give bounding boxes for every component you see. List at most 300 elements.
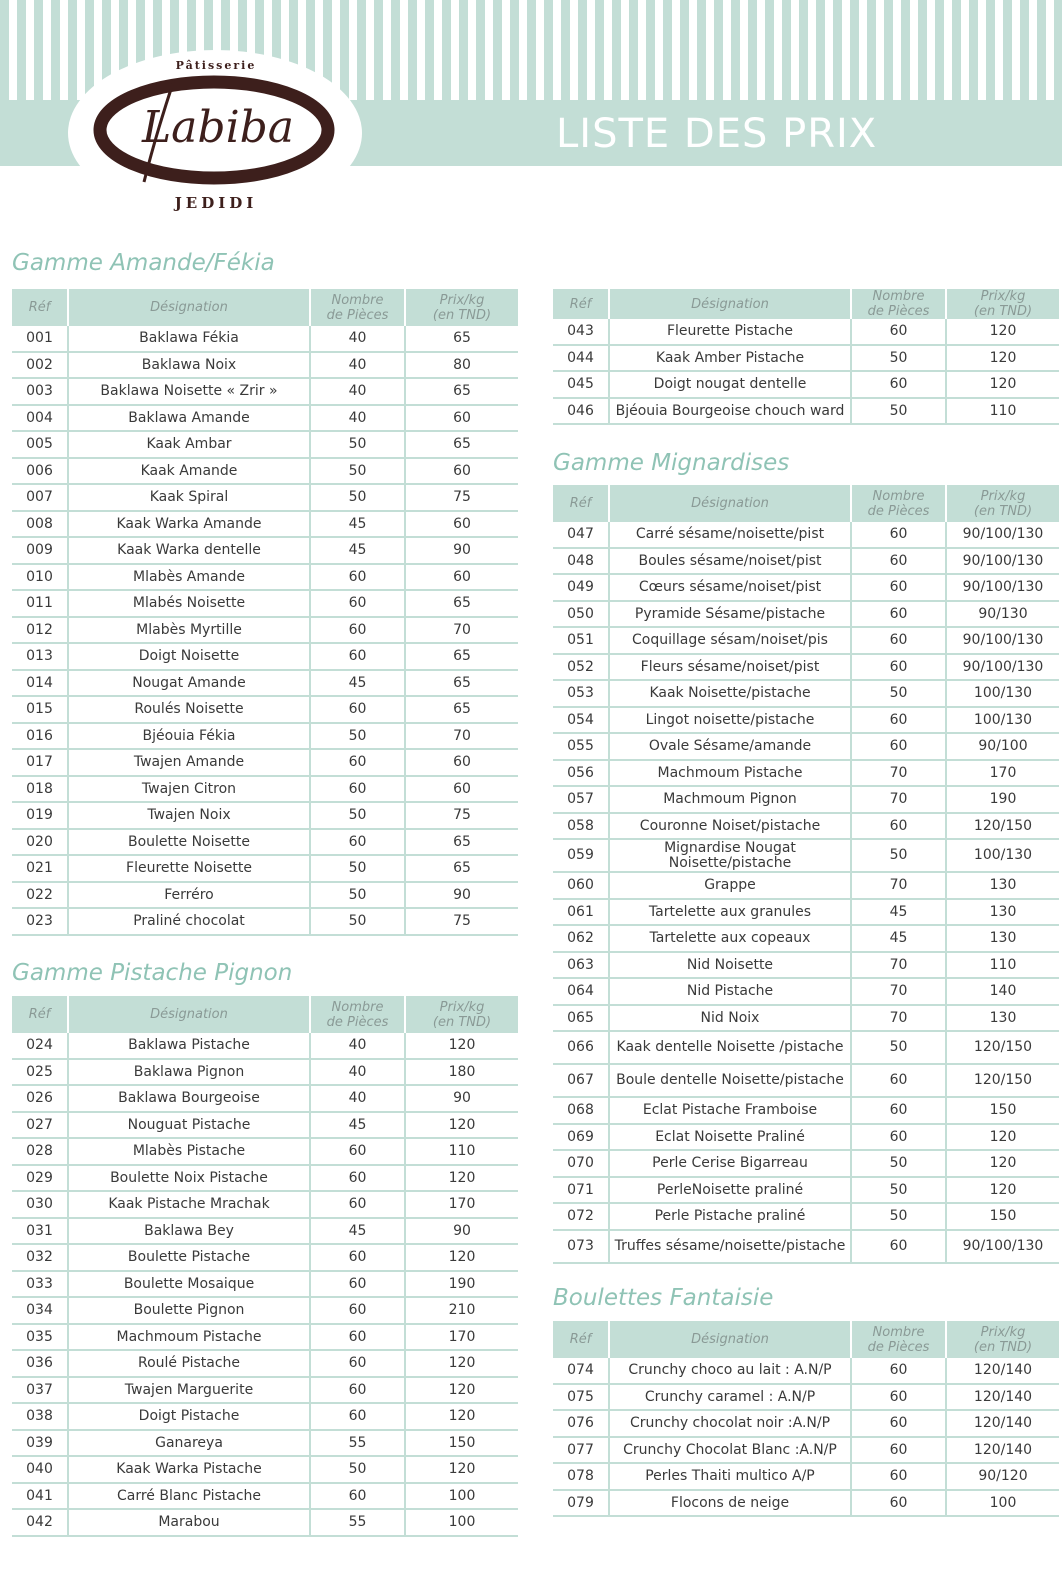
cell-designation: Crunchy choco au lait : A.N/P — [609, 1358, 851, 1384]
column-header-prix-text: Prix/kg — [980, 488, 1026, 504]
cell-ref: 029 — [12, 1165, 68, 1192]
cell-ref: 033 — [12, 1271, 68, 1298]
cell-prix: 60 — [405, 776, 518, 803]
table-row — [12, 1033, 518, 1059]
cell-designation: Baklawa Amande — [68, 405, 310, 432]
cell-nombre: 60 — [851, 1124, 946, 1151]
table-row — [553, 1064, 1059, 1097]
column-header-nombre-text: de Pièces — [326, 1014, 389, 1030]
table-row — [12, 1112, 518, 1139]
cell-designation: Boulette Pignon — [68, 1297, 310, 1324]
cell-nombre: 60 — [310, 1324, 405, 1351]
cell-ref: 051 — [553, 627, 609, 654]
table-row — [12, 855, 518, 882]
cell-nombre: 70 — [851, 1005, 946, 1032]
cell-designation: Boulette Noix Pistache — [68, 1165, 310, 1192]
table-row — [12, 511, 518, 538]
price-table-mignardises — [553, 485, 1059, 1264]
table-row — [12, 352, 518, 379]
cell-nombre: 50 — [310, 855, 405, 882]
table-row — [12, 1059, 518, 1086]
cell-designation: Crunchy Chocolat Blanc :A.N/P — [609, 1437, 851, 1464]
table-row — [553, 574, 1059, 601]
cell-prix: 150 — [405, 1430, 518, 1457]
column-header-prix-text: Prix/kg — [439, 999, 485, 1015]
cell-ref: 002 — [12, 352, 68, 379]
cell-ref: 070 — [553, 1150, 609, 1177]
table-row — [553, 1437, 1059, 1464]
column-header-designation-text: Désignation — [150, 300, 228, 315]
table-row — [12, 1165, 518, 1192]
cell-prix: 190 — [946, 786, 1059, 813]
table-row — [553, 1005, 1059, 1032]
table-row — [553, 1410, 1059, 1437]
cell-designation: Boule dentelle Noisette/pistache — [609, 1064, 851, 1097]
cell-prix: 75 — [405, 484, 518, 511]
cell-designation: Fleurette Noisette — [68, 855, 310, 882]
cell-nombre: 40 — [310, 352, 405, 379]
cell-ref: 069 — [553, 1124, 609, 1151]
cell-nombre: 50 — [310, 458, 405, 485]
cell-nombre: 50 — [310, 1456, 405, 1483]
cell-ref: 020 — [12, 829, 68, 856]
table-row — [12, 643, 518, 670]
table-row — [12, 1297, 518, 1324]
cell-nombre: 60 — [310, 1350, 405, 1377]
table-row — [553, 345, 1059, 372]
cell-prix: 140 — [946, 978, 1059, 1005]
table-row — [553, 1150, 1059, 1177]
cell-ref: 072 — [553, 1203, 609, 1230]
cell-ref: 027 — [12, 1112, 68, 1139]
table-row — [12, 1456, 518, 1483]
table-row — [553, 1177, 1059, 1204]
cell-nombre: 55 — [310, 1509, 405, 1536]
cell-nombre: 60 — [851, 1437, 946, 1464]
cell-designation: Nouguat Pistache — [68, 1112, 310, 1139]
column-header-nombre-text: Nombre — [331, 999, 384, 1015]
cell-designation: Kaak Amber Pistache — [609, 345, 851, 372]
table-row — [12, 1509, 518, 1536]
table-row — [12, 776, 518, 803]
cell-prix: 90/100/130 — [946, 654, 1059, 681]
cell-prix: 150 — [946, 1203, 1059, 1230]
column-header-prix — [405, 289, 518, 326]
cell-ref: 014 — [12, 670, 68, 697]
table-row — [12, 1324, 518, 1351]
table-row — [12, 802, 518, 829]
cell-designation: Couronne Noiset/pistache — [609, 813, 851, 840]
table-row — [553, 398, 1059, 425]
table-row — [553, 925, 1059, 952]
cell-designation: Carré sésame/noisette/pist — [609, 522, 851, 548]
cell-ref: 061 — [553, 899, 609, 926]
cell-ref: 001 — [12, 326, 68, 352]
price-table-boulettes — [553, 1321, 1059, 1517]
cell-prix: 120/140 — [946, 1437, 1059, 1464]
cell-ref: 011 — [12, 590, 68, 617]
column-header-designation — [609, 289, 851, 319]
cell-ref: 016 — [12, 723, 68, 750]
column-header-ref-text: Réf — [28, 300, 51, 315]
cell-nombre: 60 — [851, 1463, 946, 1490]
cell-nombre: 40 — [310, 1033, 405, 1059]
table-row — [12, 484, 518, 511]
table-row — [12, 749, 518, 776]
cell-prix: 90/100/130 — [946, 627, 1059, 654]
cell-prix: 65 — [405, 696, 518, 723]
table-row — [553, 522, 1059, 548]
column-header-nombre — [851, 1321, 946, 1358]
logo-brand-name: Labiba — [141, 102, 295, 153]
cell-nombre: 60 — [310, 1271, 405, 1298]
cell-designation: PerleNoisette praliné — [609, 1177, 851, 1204]
cell-nombre: 60 — [851, 1230, 946, 1263]
column-header-nombre — [851, 485, 946, 522]
cell-ref: 048 — [553, 548, 609, 575]
cell-ref: 075 — [553, 1384, 609, 1411]
table-row — [553, 1124, 1059, 1151]
cell-designation: Kaak dentelle Noisette /pistache — [609, 1031, 851, 1064]
cell-prix: 65 — [405, 378, 518, 405]
column-header-nombre — [851, 289, 946, 319]
cell-prix: 90/120 — [946, 1463, 1059, 1490]
table-row — [553, 319, 1059, 345]
cell-nombre: 40 — [310, 405, 405, 432]
cell-prix: 65 — [405, 829, 518, 856]
cell-designation: Praliné chocolat — [68, 908, 310, 935]
cell-designation: Bjéouia Bourgeoise chouch ward — [609, 398, 851, 425]
cell-ref: 037 — [12, 1377, 68, 1404]
cell-ref: 040 — [12, 1456, 68, 1483]
cell-prix: 75 — [405, 802, 518, 829]
cell-prix: 120 — [405, 1033, 518, 1059]
cell-prix: 90/100/130 — [946, 574, 1059, 601]
cell-ref: 042 — [12, 1509, 68, 1536]
cell-prix: 100 — [946, 1490, 1059, 1517]
cell-designation: Doigt Noisette — [68, 643, 310, 670]
table-header-row — [12, 996, 518, 1033]
cell-ref: 003 — [12, 378, 68, 405]
cell-prix: 130 — [946, 872, 1059, 899]
cell-nombre: 50 — [310, 908, 405, 935]
section-title-boulettes: Boulettes Fantaisie — [553, 1285, 774, 1311]
column-header-designation — [609, 1321, 851, 1358]
cell-nombre: 60 — [851, 813, 946, 840]
cell-prix: 120 — [405, 1350, 518, 1377]
cell-designation: Ferréro — [68, 882, 310, 909]
cell-designation: Twajen Citron — [68, 776, 310, 803]
cell-nombre: 50 — [851, 398, 946, 425]
cell-prix: 180 — [405, 1059, 518, 1086]
cell-ref: 007 — [12, 484, 68, 511]
cell-designation: Kaak Warka Pistache — [68, 1456, 310, 1483]
cell-ref: 028 — [12, 1138, 68, 1165]
cell-ref: 013 — [12, 643, 68, 670]
cell-designation: Kaak Ambar — [68, 431, 310, 458]
column-header-nombre-text: Nombre — [331, 292, 384, 308]
cell-prix: 70 — [405, 723, 518, 750]
cell-designation: Truffes sésame/noisette/pistache — [609, 1230, 851, 1263]
cell-designation: Crunchy chocolat noir :A.N/P — [609, 1410, 851, 1437]
price-table-amande-continued — [553, 289, 1059, 425]
cell-designation: Boulette Pistache — [68, 1244, 310, 1271]
cell-nombre: 50 — [851, 680, 946, 707]
cell-ref: 062 — [553, 925, 609, 952]
cell-prix: 120 — [405, 1403, 518, 1430]
table-header-row — [12, 289, 518, 326]
section-title-pistache: Gamme Pistache Pignon — [12, 960, 293, 986]
cell-designation: Doigt nougat dentelle — [609, 371, 851, 398]
logo-bottom-text: JEDIDI — [174, 194, 258, 212]
cell-designation: Machmoum Pignon — [609, 786, 851, 813]
cell-designation: Kaak Noisette/pistache — [609, 680, 851, 707]
column-header-prix-text: Prix/kg — [439, 292, 485, 308]
cell-nombre: 60 — [310, 829, 405, 856]
column-header-prix-text: (en TND) — [973, 503, 1033, 519]
cell-ref: 023 — [12, 908, 68, 935]
cell-nombre: 70 — [851, 952, 946, 979]
cell-prix: 65 — [405, 855, 518, 882]
cell-prix: 120 — [946, 345, 1059, 372]
table-row — [12, 1085, 518, 1112]
cell-prix: 100 — [405, 1509, 518, 1536]
cell-designation: Twajen Marguerite — [68, 1377, 310, 1404]
cell-ref: 015 — [12, 696, 68, 723]
logo-top-text: Pâtisserie — [175, 59, 257, 72]
cell-prix: 90/100/130 — [946, 548, 1059, 575]
cell-prix: 170 — [946, 760, 1059, 787]
table-row — [553, 1490, 1059, 1517]
cell-nombre: 60 — [310, 1165, 405, 1192]
cell-ref: 068 — [553, 1097, 609, 1124]
cell-prix: 190 — [405, 1271, 518, 1298]
column-header-nombre-text: de Pièces — [867, 304, 930, 319]
table-row — [553, 627, 1059, 654]
price-table-amande — [12, 289, 518, 936]
cell-nombre: 60 — [851, 1064, 946, 1097]
column-header-nombre-text: Nombre — [872, 289, 925, 304]
table-row — [553, 680, 1059, 707]
cell-nombre: 60 — [310, 1403, 405, 1430]
cell-designation: Nid Noix — [609, 1005, 851, 1032]
cell-nombre: 60 — [851, 654, 946, 681]
cell-prix: 90 — [405, 882, 518, 909]
cell-nombre: 60 — [310, 1244, 405, 1271]
cell-nombre: 60 — [851, 1410, 946, 1437]
cell-ref: 073 — [553, 1230, 609, 1263]
cell-nombre: 60 — [310, 1297, 405, 1324]
cell-ref: 052 — [553, 654, 609, 681]
cell-ref: 049 — [553, 574, 609, 601]
cell-ref: 046 — [553, 398, 609, 425]
cell-ref: 038 — [12, 1403, 68, 1430]
cell-designation: Lingot noisette/pistache — [609, 707, 851, 734]
column-header-nombre-text: de Pièces — [867, 1339, 930, 1355]
cell-nombre: 50 — [851, 1177, 946, 1204]
cell-ref: 006 — [12, 458, 68, 485]
cell-prix: 65 — [405, 431, 518, 458]
cell-nombre: 60 — [310, 749, 405, 776]
cell-prix: 70 — [405, 617, 518, 644]
cell-ref: 055 — [553, 733, 609, 760]
table-row — [553, 1203, 1059, 1230]
cell-nombre: 45 — [310, 1218, 405, 1245]
cell-nombre: 40 — [310, 1085, 405, 1112]
cell-nombre: 70 — [851, 978, 946, 1005]
cell-prix: 60 — [405, 564, 518, 591]
cell-prix: 100/130 — [946, 707, 1059, 734]
cell-prix: 110 — [405, 1138, 518, 1165]
cell-designation: Twajen Noix — [68, 802, 310, 829]
cell-prix: 60 — [405, 749, 518, 776]
cell-designation: Boules sésame/noiset/pist — [609, 548, 851, 575]
cell-ref: 079 — [553, 1490, 609, 1517]
cell-nombre: 60 — [310, 590, 405, 617]
cell-prix: 120 — [405, 1456, 518, 1483]
cell-ref: 056 — [553, 760, 609, 787]
cell-designation: Machmoum Pistache — [609, 760, 851, 787]
cell-designation: Twajen Amande — [68, 749, 310, 776]
cell-ref: 035 — [12, 1324, 68, 1351]
table-row — [12, 1138, 518, 1165]
cell-prix: 110 — [946, 398, 1059, 425]
cell-nombre: 40 — [310, 326, 405, 352]
table-row — [12, 1191, 518, 1218]
cell-nombre: 70 — [851, 760, 946, 787]
cell-designation: Kaak Amande — [68, 458, 310, 485]
cell-ref: 047 — [553, 522, 609, 548]
cell-designation: Roulé Pistache — [68, 1350, 310, 1377]
cell-ref: 032 — [12, 1244, 68, 1271]
column-header-ref — [12, 996, 68, 1033]
cell-nombre: 60 — [851, 627, 946, 654]
cell-designation: Marabou — [68, 1509, 310, 1536]
cell-designation: Ovale Sésame/amande — [609, 733, 851, 760]
column-header-ref-text: Réf — [569, 1332, 592, 1347]
column-header-nombre — [310, 289, 405, 326]
cell-prix: 65 — [405, 326, 518, 352]
cell-designation: Kaak Warka Amande — [68, 511, 310, 538]
price-table-pistache — [12, 996, 518, 1537]
column-header-ref — [12, 289, 68, 326]
table-row — [12, 829, 518, 856]
column-header-prix-text: (en TND) — [973, 304, 1033, 319]
table-row — [12, 378, 518, 405]
cell-ref: 036 — [12, 1350, 68, 1377]
cell-designation: Bjéouia Fékia — [68, 723, 310, 750]
cell-designation: Kaak Pistache Mrachak — [68, 1191, 310, 1218]
cell-ref: 017 — [12, 749, 68, 776]
cell-prix: 120/150 — [946, 1064, 1059, 1097]
cell-nombre: 60 — [310, 564, 405, 591]
cell-nombre: 50 — [851, 345, 946, 372]
cell-ref: 054 — [553, 707, 609, 734]
cell-prix: 60 — [405, 405, 518, 432]
table-row — [553, 1384, 1059, 1411]
table-row — [553, 654, 1059, 681]
column-header-prix — [405, 996, 518, 1033]
cell-ref: 065 — [553, 1005, 609, 1032]
table-row — [12, 670, 518, 697]
cell-ref: 050 — [553, 601, 609, 628]
cell-prix: 120 — [405, 1165, 518, 1192]
cell-ref: 078 — [553, 1463, 609, 1490]
cell-ref: 058 — [553, 813, 609, 840]
cell-designation: Tartelette aux copeaux — [609, 925, 851, 952]
table-row — [12, 590, 518, 617]
cell-nombre: 60 — [851, 319, 946, 345]
cell-ref: 024 — [12, 1033, 68, 1059]
cell-prix: 210 — [405, 1297, 518, 1324]
cell-nombre: 60 — [310, 1377, 405, 1404]
column-header-ref — [553, 289, 609, 319]
cell-ref: 041 — [12, 1483, 68, 1510]
cell-prix: 90/100 — [946, 733, 1059, 760]
cell-prix: 120 — [405, 1244, 518, 1271]
column-header-prix-text: (en TND) — [432, 1014, 492, 1030]
cell-nombre: 55 — [310, 1430, 405, 1457]
cell-ref: 008 — [12, 511, 68, 538]
cell-prix: 90/130 — [946, 601, 1059, 628]
column-header-nombre-text: Nombre — [872, 488, 925, 504]
cell-prix: 100 — [405, 1483, 518, 1510]
column-header-designation-text: Désignation — [691, 496, 769, 511]
cell-ref: 067 — [553, 1064, 609, 1097]
cell-nombre: 45 — [851, 925, 946, 952]
cell-prix: 120/140 — [946, 1384, 1059, 1411]
cell-ref: 063 — [553, 952, 609, 979]
cell-ref: 005 — [12, 431, 68, 458]
cell-designation: Fleurs sésame/noiset/pist — [609, 654, 851, 681]
cell-ref: 071 — [553, 1177, 609, 1204]
table-header-row — [553, 485, 1059, 522]
cell-ref: 044 — [553, 345, 609, 372]
table-row — [12, 1430, 518, 1457]
table-row — [12, 564, 518, 591]
table-header-row — [553, 1321, 1059, 1358]
cell-ref: 053 — [553, 680, 609, 707]
column-header-designation — [68, 289, 310, 326]
column-header-designation-text: Désignation — [691, 296, 769, 312]
cell-prix: 130 — [946, 1005, 1059, 1032]
column-header-designation-text: Désignation — [691, 1332, 769, 1347]
cell-ref: 039 — [12, 1430, 68, 1457]
cell-designation: Carré Blanc Pistache — [68, 1483, 310, 1510]
table-row — [553, 786, 1059, 813]
cell-ref: 043 — [553, 319, 609, 345]
column-header-designation — [609, 485, 851, 522]
cell-designation: Doigt Pistache — [68, 1403, 310, 1430]
cell-nombre: 50 — [851, 839, 946, 872]
column-header-designation-text: Désignation — [150, 1007, 228, 1022]
cell-nombre: 60 — [851, 371, 946, 398]
column-header-nombre-text: de Pièces — [867, 503, 930, 519]
cell-prix: 90/100/130 — [946, 522, 1059, 548]
cell-nombre: 40 — [310, 1059, 405, 1086]
cell-ref: 004 — [12, 405, 68, 432]
table-row — [12, 405, 518, 432]
cell-nombre: 60 — [851, 1490, 946, 1517]
cell-designation: Eclat Pistache Framboise — [609, 1097, 851, 1124]
cell-nombre: 60 — [310, 776, 405, 803]
cell-prix: 120 — [405, 1377, 518, 1404]
table-row — [12, 458, 518, 485]
cell-nombre: 60 — [851, 601, 946, 628]
column-header-ref — [553, 1321, 609, 1358]
table-row — [12, 1483, 518, 1510]
cell-ref: 034 — [12, 1297, 68, 1324]
